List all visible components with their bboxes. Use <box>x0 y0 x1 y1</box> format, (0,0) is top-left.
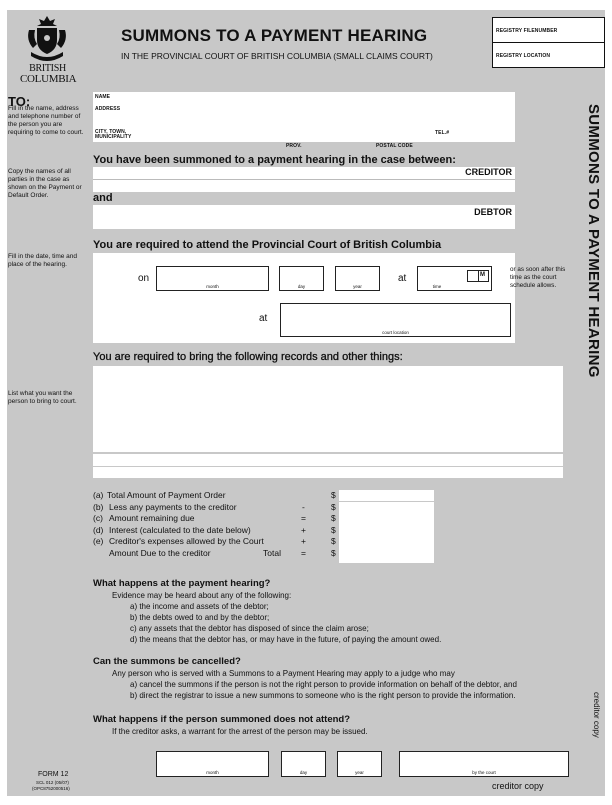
on-label: on <box>138 273 150 284</box>
attend-heading: You are required to attend the Provincial Court of British Columbia <box>93 239 442 251</box>
time-note: or as soon after this time as the court schedule allows. <box>510 266 566 289</box>
bc-logo <box>20 12 75 87</box>
name-label: NAME <box>95 94 111 100</box>
q1-intro: Evidence may be heard about any of the following: <box>112 591 292 600</box>
hearing-time-input[interactable]: time M <box>417 266 492 291</box>
registry-box <box>492 17 605 68</box>
attend-instruction: Fill in the date, time and place of the hearing. <box>8 253 78 268</box>
at-time-label: at <box>398 273 407 284</box>
creditor-name-input[interactable] <box>93 167 515 180</box>
creditor-label: CREDITOR <box>465 167 512 177</box>
city-input[interactable] <box>138 129 338 141</box>
list-item: b) direct the registrar to issue a new summons to someone who is the right person to provide the information. <box>130 691 516 700</box>
records-line-2[interactable] <box>93 467 563 478</box>
records-heading: You are required to bring the following records and other things: <box>93 351 403 363</box>
vertical-title: SUMMONS TO A PAYMENT HEARING <box>585 104 602 378</box>
and-label: and <box>93 192 113 204</box>
amount-row: (e) Creditor's expenses allowed by the Court + $ <box>93 536 336 546</box>
form-number: FORM 12 <box>38 771 69 778</box>
to-address-block <box>93 92 515 142</box>
list-item: d) the means that the debtor has, or may have in the future, of paying the amount owed. <box>130 635 442 644</box>
court-location-input[interactable]: court location <box>280 303 511 337</box>
issue-month-input[interactable]: month <box>156 751 269 777</box>
meridiem-label: M <box>480 272 485 278</box>
issue-day-input[interactable]: day <box>281 751 326 777</box>
q3-heading: What happens if the person summoned does not attend? <box>93 714 351 725</box>
q2-intro: Any person who is served with a Summons to a Payment Hearing may apply to a judge who may <box>112 669 455 678</box>
tel-input[interactable] <box>453 129 513 141</box>
registry-file-number-label: REGISTRY FILENUMBER <box>496 28 558 34</box>
parties-instruction: Copy the names of all parties in the case as shown on the Payment or Default Order. <box>8 168 82 199</box>
coat-of-arms-icon <box>25 14 69 64</box>
registry-file-number-field[interactable] <box>493 18 604 43</box>
logo-text-columbia: COLUMBIA <box>20 73 77 85</box>
amount-row: (c) Amount remaining due = $ <box>93 513 336 523</box>
registry-location-field[interactable] <box>493 43 604 67</box>
parties-heading: You have been summoned to a payment hearing in the case between: <box>93 154 456 166</box>
address-input[interactable] <box>123 104 513 128</box>
records-textarea[interactable] <box>93 366 563 452</box>
city-label: CITY, TOWN, MUNICIPALITY <box>95 129 132 140</box>
attend-block <box>93 253 566 343</box>
total-payment-order-input[interactable] <box>339 490 434 501</box>
q3-text: If the creditor asks, a warrant for the arrest of the person may be issued. <box>112 727 368 736</box>
list-item: b) the debts owed to and by the debtor; <box>130 613 270 622</box>
to-heading: TO: <box>8 94 31 109</box>
page-subtitle: IN THE PROVINCIAL COURT OF BRITISH COLUMBIA (SMALL CLAIMS COURT) <box>121 51 433 61</box>
form-code-1: SCL 012 (05/07) <box>36 780 69 785</box>
at-location-label: at <box>259 313 268 324</box>
postal-code-label: POSTAL CODE <box>376 143 413 149</box>
creditor-copy-label: creditor copy <box>492 781 544 791</box>
debtor-name-input[interactable] <box>93 205 515 229</box>
q2-list <box>130 679 517 701</box>
name-input[interactable] <box>113 92 513 103</box>
hearing-year-input[interactable]: year <box>335 266 380 291</box>
vertical-copy-label: creditor copy <box>592 692 601 738</box>
amount-row-total: Amount Due to the creditor Total = $ <box>109 547 336 558</box>
registry-location-label: REGISTRY LOCATION <box>496 53 551 59</box>
to-instruction: Fill in the name, address and telephone number of the person you are requiring to come to court. <box>8 105 84 136</box>
tel-label: TEL.# <box>435 130 450 136</box>
debtor-label: DEBTOR <box>474 207 512 217</box>
hearing-month-input[interactable]: month <box>156 266 269 291</box>
amount-row: (b) Less any payments to the creditor - $ <box>93 501 336 512</box>
address-label: ADDRESS <box>95 106 121 112</box>
logo-text-british: BRITISH <box>29 63 66 74</box>
amounts-input-column[interactable] <box>339 502 434 563</box>
hearing-day-input[interactable]: day <box>279 266 324 291</box>
by-the-court-signature[interactable]: by the court <box>399 751 569 777</box>
amount-row: (a) Total Amount of Payment Order $ <box>93 490 336 500</box>
am-pm-box[interactable] <box>467 270 489 282</box>
creditor-name-input-line2[interactable] <box>93 180 515 192</box>
q1-heading: What happens at the payment hearing? <box>93 578 271 589</box>
page-title: SUMMONS TO A PAYMENT HEARING <box>121 26 428 45</box>
list-item: a) the income and assets of the debtor; <box>130 602 269 611</box>
records-instruction: List what you want the person to bring to court. <box>8 390 77 405</box>
form-code-2: (OPC8752000516) <box>32 786 70 791</box>
list-item: c) any assets that the debtor has disposed of since the claim arose; <box>130 624 369 633</box>
q1-list <box>130 601 441 645</box>
list-item: a) cancel the summons if the person is not the right person to provide information on behalf of the debtor, and <box>130 680 517 689</box>
q2-heading: Can the summons be cancelled? <box>93 656 241 667</box>
issue-year-input[interactable]: year <box>337 751 382 777</box>
records-line-1[interactable] <box>93 454 563 466</box>
prov-label: PROV. <box>286 143 302 149</box>
amount-row: (d) Interest (calculated to the date below) + $ <box>93 524 336 535</box>
